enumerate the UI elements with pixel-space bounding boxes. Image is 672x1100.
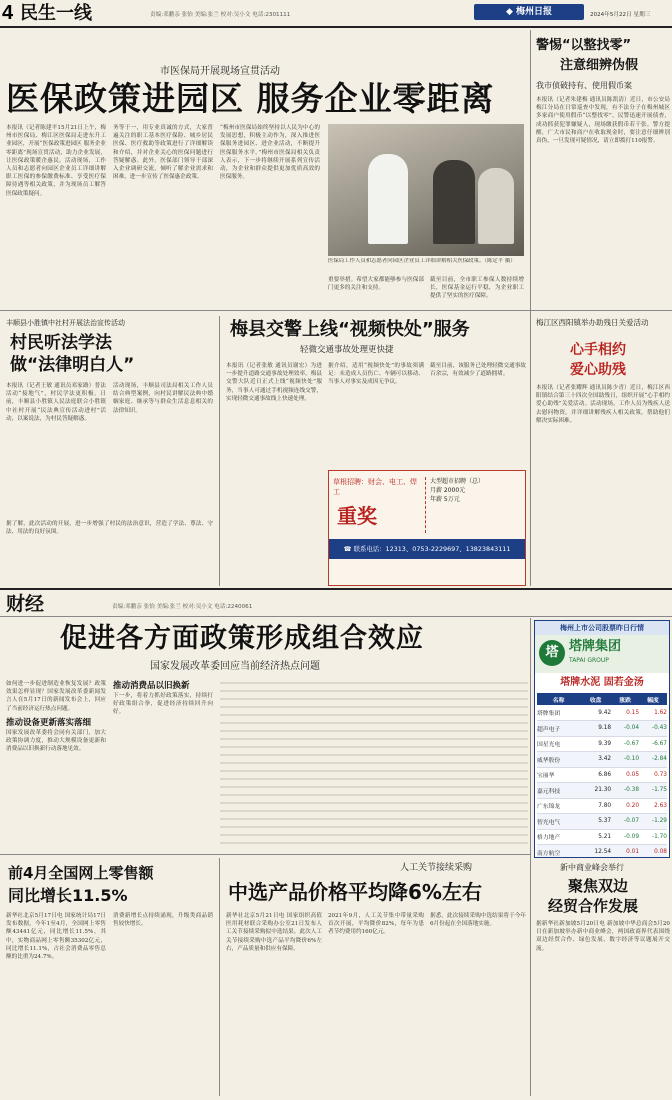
stock-row: [537, 798, 667, 814]
story2-headline-line2: 做“法律明白人”: [10, 355, 135, 375]
finance-credits: 责编:邓鹏亲 张怡 美编:张兰 校对:吴小文 电话:2240061: [112, 604, 253, 610]
stock-cell: 5.37: [580, 814, 611, 830]
stock-col-header: 名称: [552, 697, 565, 704]
stock-cell: 3.42: [580, 752, 611, 768]
phone-icon: ☎: [343, 545, 354, 553]
stock-cell: -0.07: [611, 814, 639, 830]
stock-row: [537, 736, 667, 752]
story1-kicker: 市医保局开展现场宣贯活动: [160, 66, 280, 76]
story4-body3: 下一步，将着力抓好政策落实，持续打好政策组合拳，促进经济持续回升向好。: [113, 693, 213, 716]
photo-figure: [478, 168, 514, 244]
story6-col3: 据悉，此次接续采购中选结果将于今年6月份起在全国落地实施。: [430, 913, 526, 928]
section-title: 民生一线: [20, 3, 92, 24]
stock-row: [537, 767, 667, 783]
stock-cell: 0.73: [639, 767, 667, 783]
stock-cell: -2.84: [639, 752, 667, 768]
stock-col-header: 涨跌: [619, 697, 631, 704]
right1-deck: 我市侦破持有、使用假币案: [536, 81, 632, 90]
stock-row: [537, 721, 667, 737]
stock-cell: -1.29: [639, 814, 667, 830]
stock-cell: -0.67: [611, 736, 639, 752]
story1-col3: “梅州市医保局始终坚持以人民为中心的发展思想，积极主动作为，深入推进医保服务进园区、进企业活动，不断提升医保服务水平。”梅州市医保局相关负责人表示，下一步将继续开展系列宣传活动，为企业和群众提供更加优质高效的医保服务。: [220, 125, 320, 181]
page-credits: 责编:邓鹏亲 张怡 美编:张兰 校对:吴小文 电话:2301111: [150, 12, 291, 18]
stock-col-header: 收盘: [589, 697, 602, 704]
stock-cell: 超声电子: [537, 721, 580, 737]
stock-cell: -1.70: [639, 829, 667, 845]
story4-subhead2: 推动消费品以旧换新: [113, 681, 190, 691]
story4-col1: [6, 680, 106, 850]
stock-cell: -6.67: [639, 736, 667, 752]
right3-body: 据新华社新加坡5月20日电 新加坡中华总商会5月20日在新加坡举办新中商业峰会，两国政商界代表围绕双边经贸合作、绿色发展、数字经济等议题展开交流。: [536, 921, 670, 952]
stock-cell: 12.54: [580, 845, 611, 859]
story1-col5: 截至目前，全市职工参保人数持续增长，医保基金运行平稳，为企业职工提供了坚实的医疗保障。: [430, 277, 524, 300]
story6-col2: 2021年9月，人工关节集中带量采购首次开展，平均降价82%，每年为患者节约费用约160亿元。: [328, 913, 424, 936]
stock-cell: 1.62: [639, 705, 667, 721]
stock-cell: 国星光电: [537, 736, 580, 752]
story4-body1: 如何进一步促进制造业恢复发展？政策效果怎样显现？国家发展改革委新闻发言人在5月17日的新闻发布会上，回应了当前经济运行热点问题。: [6, 681, 106, 712]
ad-box: [328, 470, 526, 586]
story3-col1: 本报讯（记者张敏 通讯员谢宏）为进一步提升道路交通事故处理效率，梅县交警大队近日正式上线“视频快处”服务，当事人可通过手机视频连线交警，实现轻微交通事故线上快速处理。: [226, 363, 322, 402]
stock-cell: 格力地产: [537, 829, 580, 845]
ad-phone-bar: [329, 539, 525, 559]
story2-col3: 据了解，此次活动的开展，进一步增强了村民的法治意识，营造了学法、尊法、守法、用法的良好氛围。: [6, 521, 213, 536]
story1-headline: 医保政策进园区 服务企业零距离: [6, 80, 495, 118]
story2-col1: 本报讯（记者王敏 通讯员邓家路）普法活动“接地气”，村民学法更积极。日前，丰顺县小胜镇人民法庭联合小胜镇中社村开展“民法典宣传活动进村”活动，以案说法，为村民答疑解惑。: [6, 383, 106, 422]
right2-kicker: 梅江区西阳镇举办助残日关爱活动: [536, 318, 649, 327]
story6-kicker: 人工关节接续采购: [400, 863, 473, 873]
story4-body2: 国家发展改革委将会同有关部门，加大政策协调力度，推动大规模设备更新和消费品以旧换新行动落地见效。: [6, 729, 106, 753]
story1-col2: 务等于一，用专业真诚的方式，大家普遍关注的职工基本医疗保险、城乡居民医保、医疗救助等政策进行了详细解读和介绍，并对企业关心的医保问题进行答疑解惑。此外，医保部门领导干部深入企业调研交流，倾听了解企业需求和困难，进一步宣传了医保惠企政策。: [113, 125, 213, 181]
finance-section-title: 财经: [6, 593, 45, 615]
issue-date: 2024年5月22日 星期三: [590, 12, 651, 18]
stock-cell: 2.63: [639, 798, 667, 814]
stock-header-row: [537, 693, 667, 705]
stock-cell: -0.04: [611, 721, 639, 737]
stock-title: 梅州上市公司股票昨日行情: [535, 621, 669, 635]
stock-panel: [534, 620, 670, 858]
stock-cell: 嘉元科技: [537, 783, 580, 799]
stock-cell: 0.01: [611, 845, 639, 859]
story6-headline: 中选产品价格平均降6%左右: [228, 880, 482, 904]
finance-rule: [0, 616, 672, 617]
ad-line1: 草根招聘：财会、电工、焊工: [333, 478, 417, 496]
story3-col3: 截至目前，该服务已处理轻微交通事故百余宗，有效减少了道路拥堵。: [430, 363, 526, 378]
right3-headline-line1: 聚焦双边: [568, 877, 629, 895]
stock-cell: 9.18: [580, 721, 611, 737]
stock-cell: 9.39: [580, 736, 611, 752]
stock-cell: 5.21: [580, 829, 611, 845]
right3-headline-line2: 经贸合作发展: [548, 897, 639, 915]
logo-icon: ◆: [505, 7, 517, 17]
stock-slogan: 塔牌水泥 固若金汤: [560, 677, 644, 688]
stock-cell: -0.10: [611, 752, 639, 768]
stock-cell: 7.80: [580, 798, 611, 814]
right2-headline-line2: 爱心助残: [570, 362, 626, 378]
ad-side3: 年薪 5万元: [430, 496, 460, 503]
story6-col1: 新华社北京5月21日电 国家组织高值医用耗材联合采购办公室21日发布人工关节接续采购拟中选结果。此次人工关节接续采购中选产品平均降价6%左右，产品质量和供应有保障。: [226, 913, 322, 952]
stock-row: [537, 705, 667, 721]
stock-cell: 南方航空: [537, 845, 580, 859]
right1-subhead: 注意细辨伪假: [560, 58, 639, 73]
story5-headline-line1: 前4月全国网上零售额: [8, 864, 154, 882]
stock-cell: -0.09: [611, 829, 639, 845]
stock-cell: 宝丽华: [537, 767, 580, 783]
stock-row: [537, 845, 667, 859]
stock-cell: 0.08: [639, 845, 667, 859]
story5-col1: 新华社北京5月17日电 国家统计局17日发布数据，今年1至4月，全国网上零售额43441亿元，同比增长11.5%。其中，实物商品网上零售额35302亿元，同比增长11.1%，占社会消费品零售总额的比重为24.7%。: [6, 913, 106, 961]
row-rule: [531, 310, 672, 311]
stock-cell: 广东锦龙: [537, 798, 580, 814]
stock-company-en: TAPAI GROUP: [569, 657, 609, 664]
stock-cell: -0.43: [639, 721, 667, 737]
stock-cell: 威华股份: [537, 752, 580, 768]
story3-col2: 据介绍，适用“视频快处”的事故须满足：未造成人员伤亡、车辆可以移动、当事人对事实及成因无争议。: [328, 363, 424, 386]
right2-body: 本报讯（记者张耀辉 通讯员陈少青）近日，梅江区西阳镇结合第三十四次全国助残日，组织开展“心手相约 爱心助残”关爱活动。活动现场，工作人员为残疾人送去慰问物资，并详细讲解残疾人相关政策，帮助他们解决实际困难。: [536, 385, 670, 424]
stock-cell: 6.86: [580, 767, 611, 783]
stock-cell: 21.30: [580, 783, 611, 799]
column-rule: [530, 618, 531, 1096]
stock-cell: 塔牌集团: [537, 705, 580, 721]
story1-col4: 重要举措。希望大家都能够参与医保部门更多的关注和支持。: [328, 277, 424, 292]
stock-cell: 0.05: [611, 767, 639, 783]
stock-cell: 9.42: [580, 705, 611, 721]
story4-deck: 国家发展改革委回应当前经济热点问题: [150, 661, 320, 672]
stock-cell: -0.38: [611, 783, 639, 799]
story4-text-fill: [220, 680, 528, 850]
story3-deck: 轻微交通事故处理更快捷: [300, 345, 394, 355]
column-rule: [219, 858, 220, 1096]
stock-cell: 智光电气: [537, 814, 580, 830]
right2-headline-line1: 心手相约: [570, 342, 626, 358]
story4-col2: [113, 680, 213, 850]
story2-headline-line1: 村民听法学法: [10, 333, 112, 353]
stock-row: [537, 752, 667, 768]
ad-phone: 联系电话：12313、0753-2229697、13823843111: [353, 545, 511, 553]
stock-row: [537, 814, 667, 830]
ad-side-box: [425, 477, 521, 533]
stock-banner: [535, 635, 669, 673]
ad-big-text: 重奖: [337, 504, 377, 528]
story4-subhead1: 推动设备更新落实落细: [6, 717, 92, 728]
story1-col1: 本报讯（记者陈建平15月21日上午，梅州市医保局、梅江区医保局走进东升工业园区，开展“医保政策进园区 服务企业零距离”现场宣贯活动，助力企业发展，让医保政策暖企惠民。活动现场，工作人员和志愿者向园区企业员工详细讲解职工医保的参保缴费标准、享受医疗保障待遇等相关政策，并为现场员工解答医保政策疑问。: [6, 125, 106, 197]
paper-name: 梅州日报: [516, 7, 553, 17]
row-rule: [0, 310, 530, 311]
right1-headline: 警惕“以整找零”: [536, 38, 632, 53]
story5-headline-line2: 同比增长11.5%: [8, 886, 128, 905]
ad-side2: 月薪 2000元: [430, 487, 466, 494]
story1-photo: [328, 124, 524, 256]
story3-headline: 梅县交警上线“视频快处”服务: [230, 319, 470, 340]
story2-kicker: 丰顺县小胜镇中社村开展法治宣传活动: [6, 319, 125, 327]
stock-col-header: 幅度: [647, 697, 659, 704]
column-rule: [219, 316, 220, 586]
story1-caption: 医保局工作人员和志愿者向园区企业员工详细讲解相关医保政策。（陈定平 摄）: [328, 258, 516, 264]
photo-figure: [433, 160, 475, 244]
stock-cell: 0.20: [611, 798, 639, 814]
masthead-rule: [0, 26, 672, 28]
page-number: 4: [2, 2, 14, 24]
story4-headline: 促进各方面政策形成组合效应: [60, 623, 424, 654]
paper-logo: [474, 4, 584, 20]
story2-col2: 活动现场，丰顺县司法局相关工作人员结合典型案例，向村民讲解民法典中婚姻家庭、继承等与群众生活息息相关的法律知识。: [113, 383, 213, 414]
column-rule: [530, 30, 531, 586]
stock-cell: -1.75: [639, 783, 667, 799]
ad-side1: 大型超市招聘（总）: [430, 478, 485, 485]
right3-kicker: 新中商业峰会举行: [560, 863, 624, 872]
stock-row: [537, 783, 667, 799]
stock-company: 塔牌集团: [569, 639, 622, 654]
tapai-logo-icon: 塔: [539, 640, 565, 666]
finance-rule-top: [0, 588, 672, 590]
stock-row: [537, 829, 667, 845]
stock-table: [537, 693, 667, 858]
story5-col2: 消费新增长点持续涌现，升级类商品销售较快增长。: [113, 913, 213, 928]
row-rule: [0, 854, 530, 855]
right1-body: 本报讯（记者朱建梅 通讯员陈凯清）近日，市公安局梅江分局在日常巡查中发现，有不法分子在梅州城区多家商户使用假币“以整找零”。民警迅速开展侦查，成功抓获犯罪嫌疑人，现场缴获假币若干张。警方提醒，广大市民和商户在收取现金时，要注意仔细辨别真伪，一旦发现可疑情况，请立即拨打110报警。: [536, 97, 670, 145]
stock-cell: 0.15: [611, 705, 639, 721]
photo-figure: [368, 154, 408, 244]
